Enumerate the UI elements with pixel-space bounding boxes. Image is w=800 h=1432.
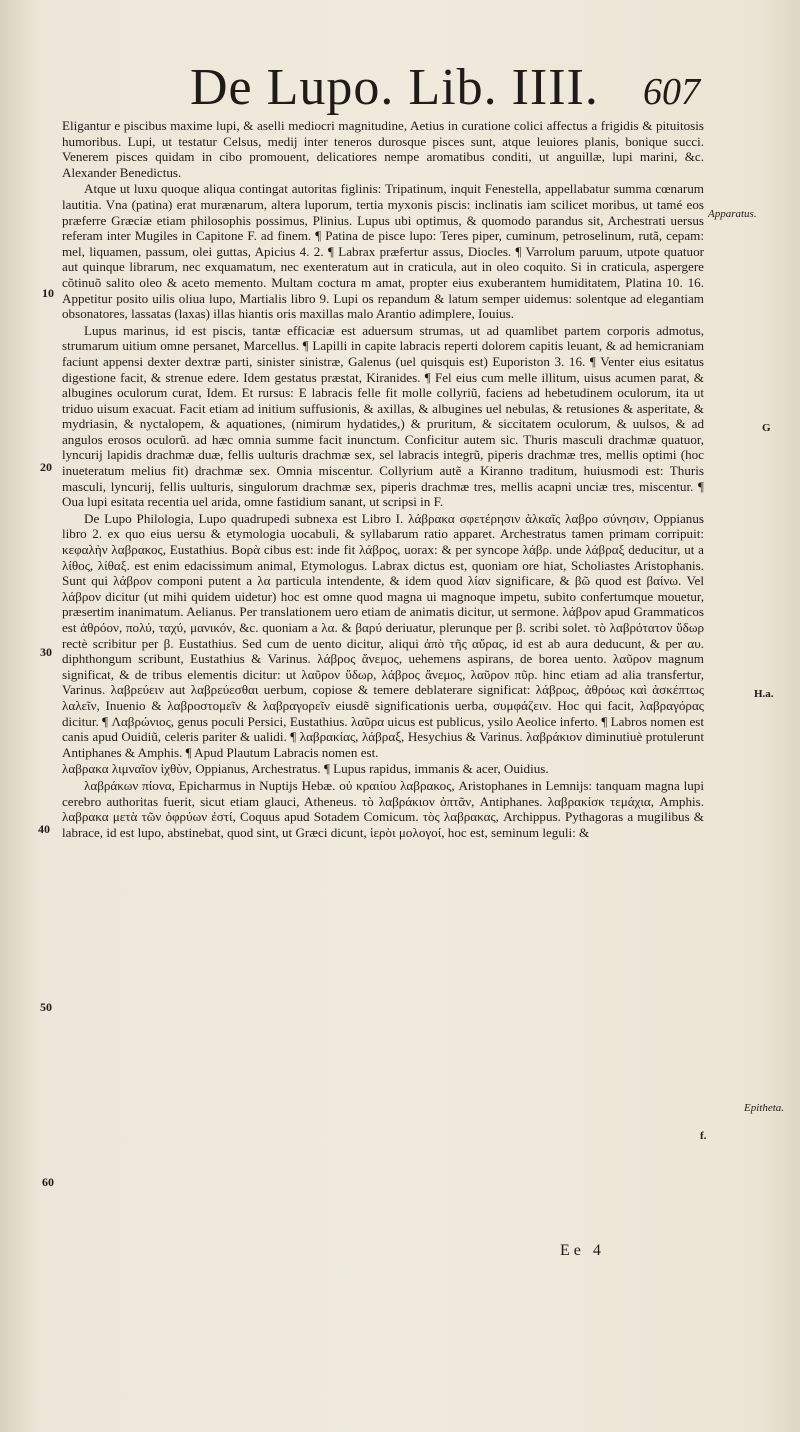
margin-note-epitheta: Epitheta. [744,1102,785,1114]
signature-mark: Ee 4 [560,1242,605,1259]
line-number: 20 [40,460,52,474]
line-number: 10 [42,286,54,300]
main-text [62,118,704,840]
line-number: 30 [40,645,52,659]
line-number: 60 [42,1175,54,1189]
paragraph: Atque ut luxu quoque aliqua contingat autoritas figlinis: Tripatinum, inquit Fenestella, appellabatur summa cœnarum lautitia. Vna (patina) erat murænarum, altera luporum, tertia myxonis piscis: inclinatis iam scilicet moribus, ut tamé eos præferre Græciæ etiam philosophis possimus, Plinius. Lupus ubi optimus, & quomodo parandus sit, Archestrati uersus referam inter Mugiles in Capitone F. ad finem. ¶ Patina de pisce lupo: Teres piper, cuminum, petroselinum, rutã, cepam: mel, liquamen, passum, olei guttas, Apicius 4. 2. ¶ Labrax præfertur assus, Diocles. ¶ Varrolum paruum, utpote quatuor aut quinque librarum, nec exquamatum, nec exenteratum aut in craticula, aut in oleo coquito. Si in craticula, aspergere cõtinuõ salito oleo & aceto memento. Multam coctura m amat, propter eius exuberantem humiditatem, Platina 10. 16. Appetitur posito uilis oliua lupo, Martialis libro 9. Lupi os repandum & latum semper uidemus: solentque ad elegantiam obsonatores, lassatas (laxas) illas hiantis oris maxillas malo Arantio adimplere, Iouius. [62,181,704,322]
paragraph: λαβράκων πίονα, Epicharmus in Nuptijs Hebæ. οὐ κραιίου λαβρακος, Aristophanes in Lemnijs: tanquam magna lupi cerebro authoritas fuerit, sicut etiam glauci, Atheneus. τὸ λαβράκιον ὀπτᾶν, Antiphanes. λαβρακίσκ τεμάχια, Amphis. λαβρακα μετὰ τῶν ὀφρύων ἐστί, Coquus apud Sotadem Comicum. τὸς λαβρακας, Archippus. Pythagoras a mugilibus & labrace, id est lupo, abstinebat, quod sint, ut Græci dicunt, ἱερὸι μολογοί, hoc est, seminum leguli: & [62,777,704,840]
line-number: 40 [38,822,50,836]
page-title: De Lupo. Lib. IIII. [190,59,599,116]
margin-letter-g: G [762,422,771,434]
paragraph: De Lupo Philologia, Lupo quadrupedi subnexa est Libro I. λάβρακα σφετέρησιν ἀλκαῖς λαβρο σύνησιν, Oppianus libro 2. ex quo eius uersu & etymologia uocabuli, & syllabarum ratio apparet. Archestratus tamen primam corripuit: κεφαλὴν λαβρακος, Eustathius. Βορὰ cibus est: inde fit λάβρος, uorax: & per syncope λάβρ. unde λάβραξ deducitur, ut a λίθος, λίθαξ. est enim edacissimum animal, Etymologus. Labrax dictus est, quoniam ore hiat, Scholiastes Aristophanis. Sunt qui λάβρον componi putent a λα particula intendente, & idem quod λίαν significare, & βῶ quod est βαίνω. Vel λάβρον dicitur (ut mihi quidem uidetur) hoc est omne quod magna ui magnoque impetu, subito confertumque mouetur, præsertim inanimatum. Aelianus. Per translationem uero etiam de animatis dicitur, ut sermone. λάβρον apud Grammaticos est ἀθρόον, πολύ, ταχύ, μανικόν, &c. quoniam a λα. & βαρύ deriuatur, plerunque per β. scribi solet. τὸ λαβρότατον ὕδωρ rectè scribitur per β. Eustathius. Sed cum de uento dicitur, aliqui ἀπὸ τῆς αὔρας, id est ab aura deducunt, & per αυ. diphthongum scribunt, Eustathius & Varinus. λάβρος ἄνεμος, uehemens aspirans, de borea uento. λαῦρον magnum significat, & de tribus elementis dicitur: ut λαῦρον ὕδωρ, λάβρος ἄνεμος, λαῦρον πῦρ. hinc etiam ad alia transfertur, Varinus. λαβρεύειν aut λαβρεύεσθαι uerbum, copiose & temere deblaterare significat: λάβρως, ἀθρόως καὶ ἀσκέπτως λαλεῖν, Inuenio & λαβροστομεῖν & λαβραγορεῖν eiusdẽ significationis uerba, συμφάζειν. Hoc qui facit, λαβραγόρας dicitur. ¶ Λαβρώνιος, genus poculi Persici, Eustathius. λαῦρα uicus est publicus, ysilo Aeolice inferto. ¶ Labros nomen est canis apud Ouidiũ, celeris pariter & ualidi. ¶ λαβρακίας, λάβραξ, Hesychius & Varinus. λαβράκιον diminutiuè protulerunt Antiphanes & Amphis. ¶ Apud Plautum Labracis nomen est. [62,510,704,760]
paragraph: λαβρακα λιμναῖον ἰχθὺν, Oppianus, Archestratus. ¶ Lupus rapidus, immanis & acer, Ouidius. [62,761,549,777]
paragraph: Eligantur e piscibus maxime lupi, & aselli mediocri magnitudine, Aetius in curatione colici affectus a frigidis & pituitosis humoribus. Lupi, ut testatur Celsus, medij inter teneros durosque pisces sunt, atque leuiores planis, bonique succi. Venerem pisces quidam in cibo promouent, delicatiores nempe aromatibus conditi, ut anguillæ, lupi marini, &c. Alexander Benedictus. [62,118,704,180]
page-number: 607 [643,71,700,113]
margin-letter-f: f. [700,1130,707,1142]
paragraph: Lupus marinus, id est piscis, tantæ efficaciæ est aduersum strumas, ut ad quamlibet partem corporis admotus, strumarum uitium omne persanet, Marcellus. ¶ Lapilli in capite labracis reperti dolorem capitis leuant, & ad hemicraniam faciunt appensi dexter dextræ parti, sinister sinistræ, Galenus (uel quisquis est) Euporiston 3. 16. ¶ Venter eius esitatus digestione facit, & strenue edere. Idem gestatus præstat, Kiranides. ¶ Fel eius cum melle illitum, uisus acumen parat, & albugines oculorum curat, Idem. Et rursus: E labracis felle fit molle collyriũ, faciens ad hebetudinem oculorum, ita ut triduo uisum exacuat. Facit etiam ad initium suffusionis, & axillas, & albugines uel nebulas, & retusiones & asperitate, & mydriasin, & nyctalopem, & aquationes, (nimirum hydatides,) & pruritum, & siccitatem oculorum, & uulsos, & ad angulos erosos oculorũ. ad hæc omnia summe facit inunctum. Conficitur autem sic. Thuris masculi drachmæ quatuor, lyncurij lapidis drachmæ duæ, fellis uulturis drachmæ sex, sel labracis integrũ, piperis drachmæ tres, mellis optimi (hoc inueteratum melius fit) drachmæ sex. Omnia miscentur. Collyrium autẽ a Kiranno traditum, huiusmodi est: Thuris masculi, lyncurij, fellis uulturis, singulorum drachmæ sex, piperis drachmæ tres, mellis acapni unciæ tres, miscentur. ¶ Oua lupi esitata recentia uel arida, omne fastidium sanant, ut scripsi in F. [62,322,704,510]
margin-letter-h: H.a. [754,688,774,700]
margin-note-apparatus: Apparatus. [708,208,757,220]
line-number: 50 [40,1000,52,1014]
